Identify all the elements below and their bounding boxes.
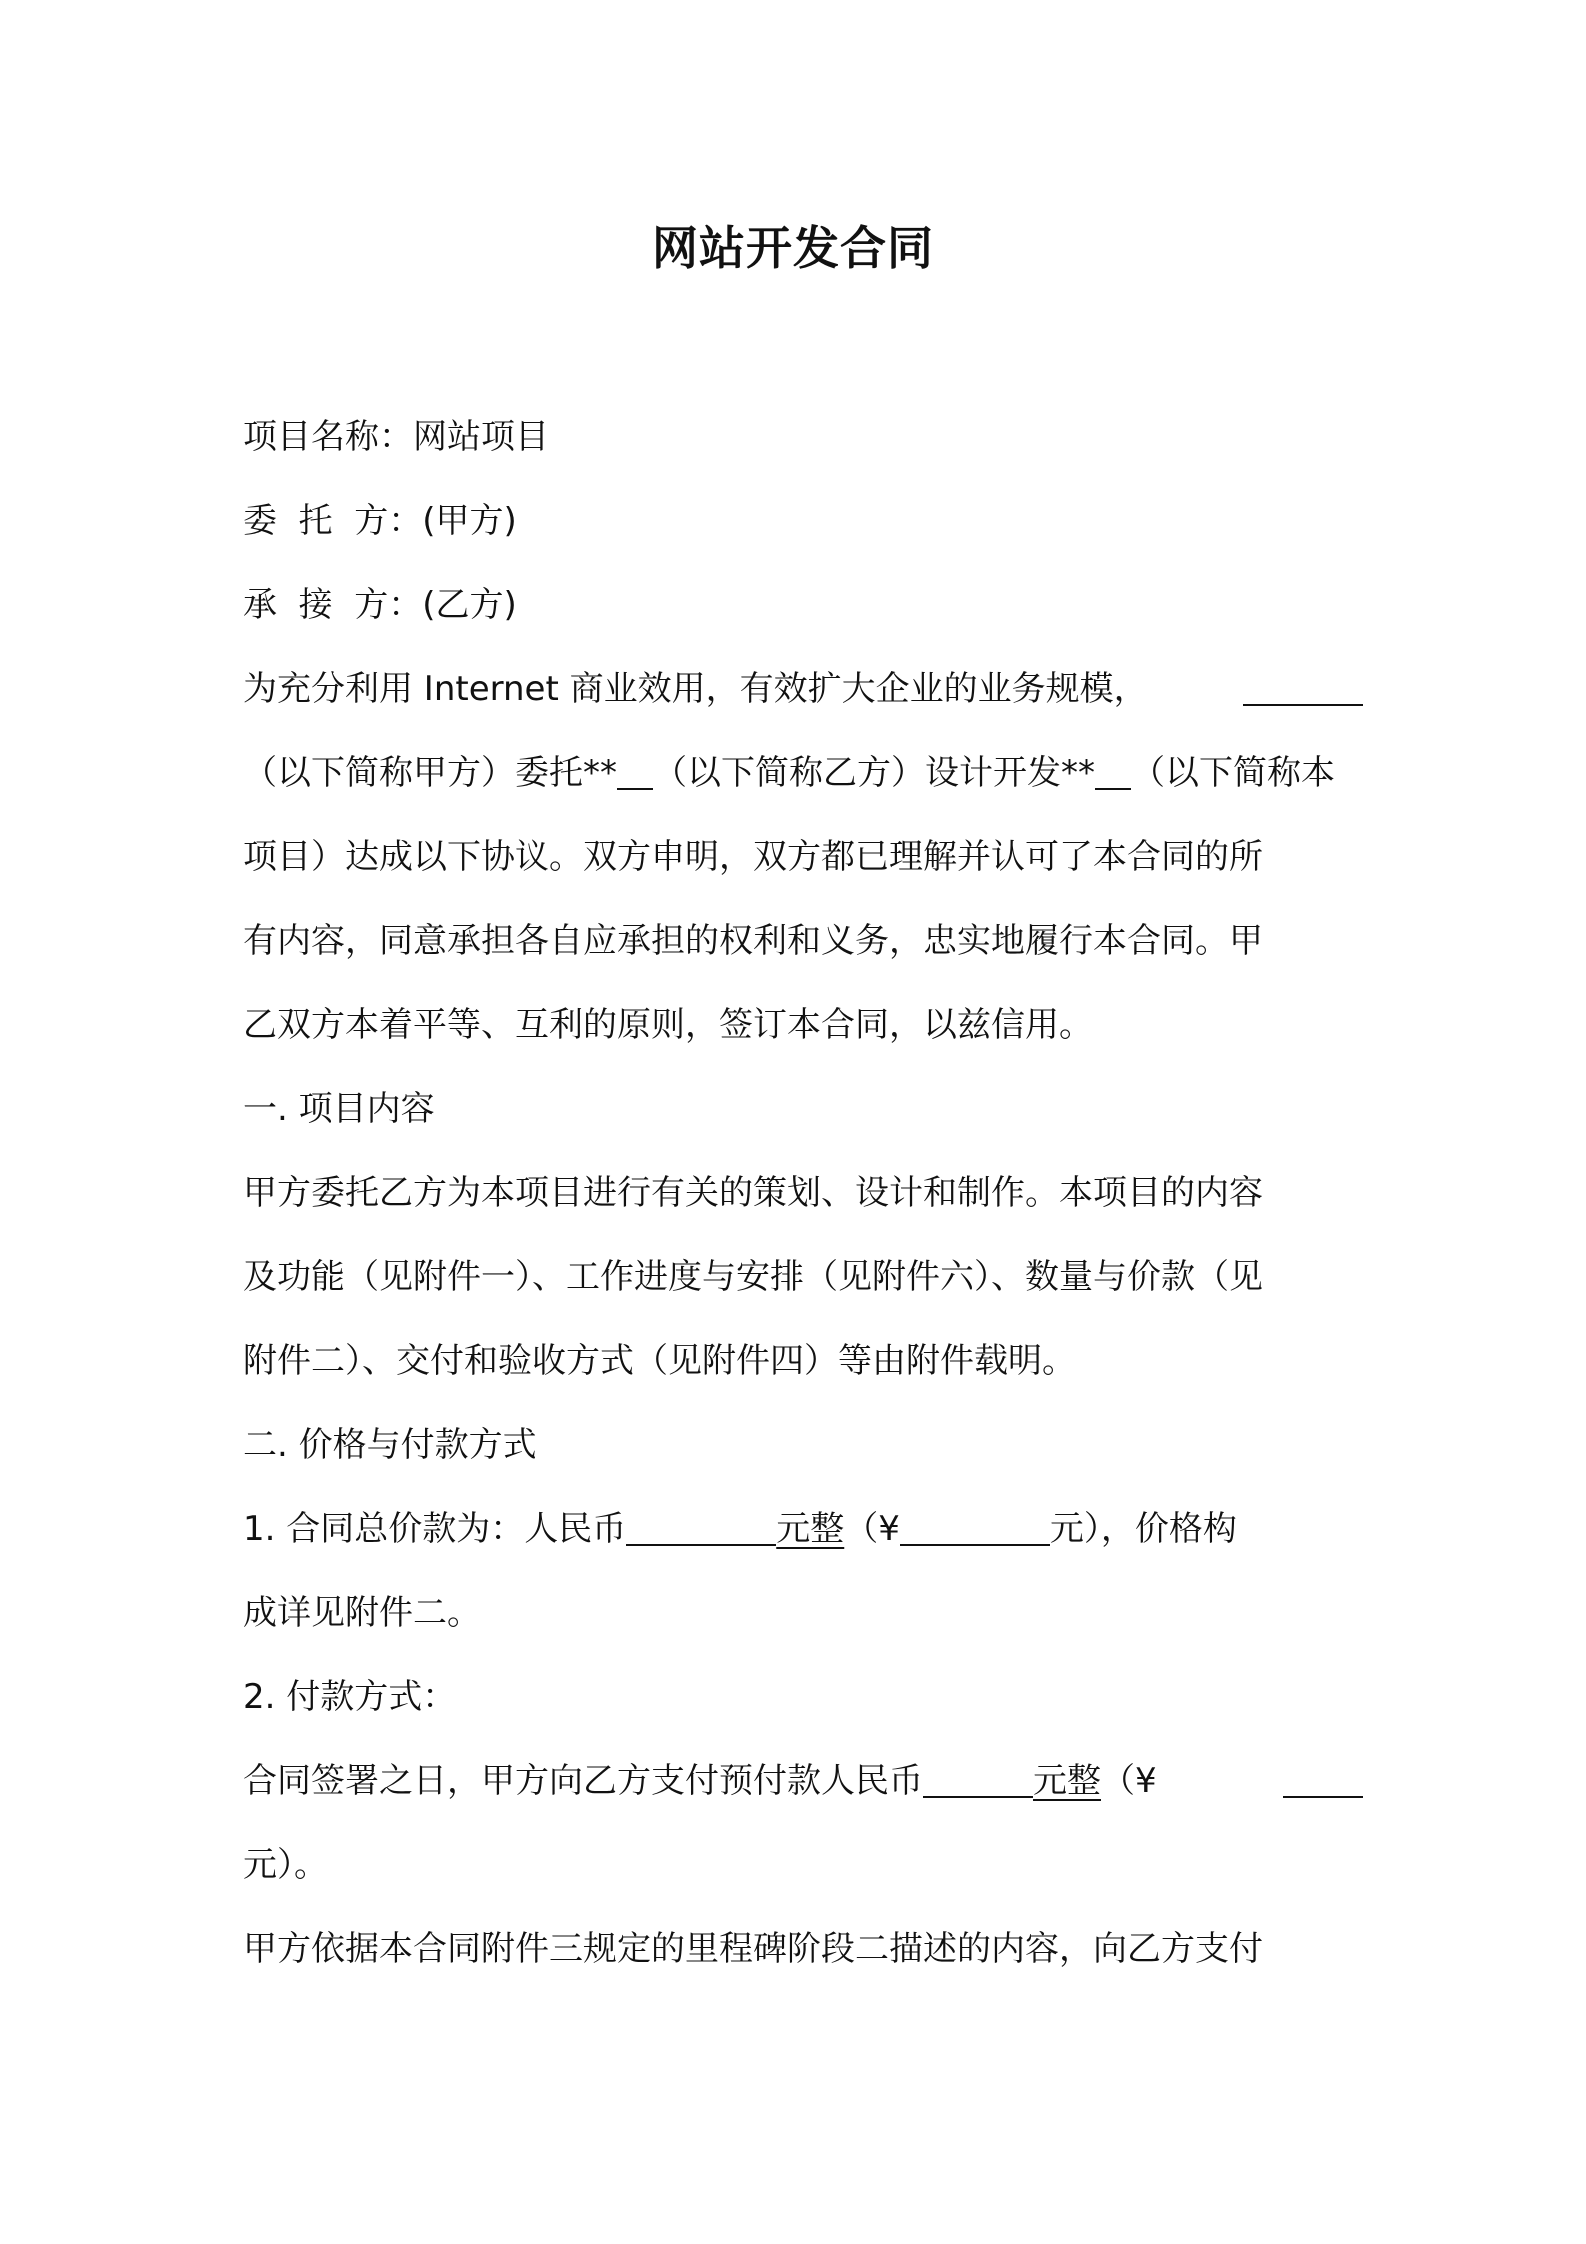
advance-payment-yen: （¥ [1101, 1761, 1157, 1801]
total-price-unit: 元整 [776, 1509, 845, 1549]
advance-payment-label: 合同签署之日，甲方向乙方支付预付款人民币 [243, 1761, 923, 1801]
intro-line-4: 有内容，同意承担各自应承担的权利和义务，忠实地履行本合同。甲 [243, 921, 1263, 961]
milestone-payment-line: 甲方依据本合同附件三规定的里程碑阶段二描述的内容，向乙方支付 [243, 1929, 1263, 1969]
section-1-line-1: 甲方委托乙方为本项目进行有关的策划、设计和制作。本项目的内容 [243, 1173, 1263, 1213]
field-contractor: 承 接 方：(乙方) [243, 585, 517, 625]
advance-payment-yen-blank[interactable] [1283, 1756, 1363, 1798]
advance-payment-line-2: 元）。 [243, 1845, 328, 1885]
intro-text-2a: （以下简称甲方）委托** [243, 753, 617, 793]
total-price-line [243, 1504, 1363, 1554]
party-b-blank[interactable] [617, 748, 653, 790]
advance-payment-rmb-blank[interactable] [923, 1756, 1033, 1798]
intro-text-2c: （以下简称本 [1131, 753, 1335, 793]
advance-payment-unit: 元整 [1033, 1761, 1101, 1801]
project-name-blank[interactable] [1095, 748, 1131, 790]
section-1-line-2: 及功能（见附件一）、工作进度与安排（见附件六）、数量与价款（见 [243, 1257, 1263, 1297]
advance-payment-line [243, 1756, 1363, 1806]
section-1-heading: 一. 项目内容 [243, 1089, 435, 1129]
section-2-heading: 二. 价格与付款方式 [243, 1425, 537, 1465]
field-client: 委 托 方：(甲方) [243, 501, 517, 541]
total-price-yen: （¥ [844, 1509, 900, 1549]
party-a-blank[interactable] [1243, 664, 1363, 706]
total-price-line-2: 成详见附件二。 [243, 1593, 481, 1633]
intro-line-3: 项目）达成以下协议。双方申明，双方都已理解并认可了本合同的所 [243, 837, 1263, 877]
intro-text-1: 为充分利用 Internet 商业效用，有效扩大企业的业务规模， [243, 669, 1148, 709]
intro-line-5: 乙双方本着平等、互利的原则，签订本合同，以兹信用。 [243, 1005, 1093, 1045]
field-project-name: 项目名称：网站项目 [243, 417, 549, 457]
intro-line-2 [243, 748, 1363, 798]
intro-text-2b: （以下简称乙方）设计开发** [653, 753, 1095, 793]
total-price-tail: 元），价格构 [1049, 1509, 1237, 1549]
total-price-rmb-blank[interactable] [626, 1504, 776, 1546]
intro-line-1 [243, 664, 1363, 714]
total-price-yen-blank[interactable] [900, 1504, 1050, 1546]
payment-method-heading: 2. 付款方式： [243, 1677, 457, 1717]
section-1-line-3: 附件二）、交付和验收方式（见附件四）等由附件载明。 [243, 1341, 1076, 1381]
total-price-label: 1. 合同总价款为：人民币 [243, 1509, 627, 1549]
document-title: 网站开发合同 [652, 221, 934, 275]
